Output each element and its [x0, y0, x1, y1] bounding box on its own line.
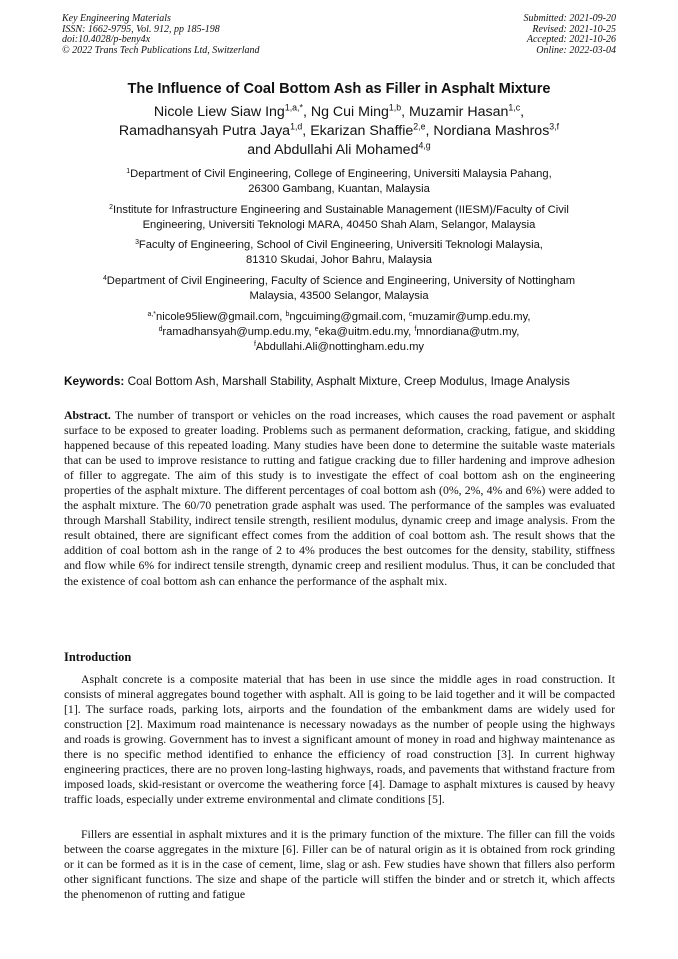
author-sup: 1,a,*: [284, 102, 303, 113]
affiliation-1: [55, 167, 623, 197]
paper-title: The Influence of Coal Bottom Ash as Filler in Asphalt Mixture: [127, 81, 551, 97]
email-sup: c: [408, 310, 413, 318]
email-sup: e: [314, 326, 319, 334]
affiliation-line: Institute for Infrastructure Engineering and Sustainable Management (IIESM)/Faculty of Civil: [113, 204, 569, 216]
affiliation-number: 3: [135, 238, 139, 246]
author-sep: ,: [425, 123, 434, 140]
author-name: Muzamir Hasan: [409, 104, 509, 120]
abstract-text: The number of transport or vehicles on the road increases, which causes the road pavement or asphalt surface to be exposed to greater loading. Problems such as permanent deformation, cracking, fatigue, and skidding happened because of this repeated loading. Many studies have been done to determine the suitable waste materials that can be used to improve resistance to rutting and fatigue cracking due to filler hardening and improve adhesion of filler to aggregate. The aim of this study is to investigate the effect of coal bottom ash on the engineering properties of the asphalt mixture. The different percentages of coal bottom ash (0%, 2%, 4% and 6%) were added to the asphalt mixture. The 60/70 penetration grade asphalt was used. The performance of the samples was evaluated through Marshall Stability, indirect tensile strength, resilient modulus, dynamic creep and image analysis. From the result obtained, there are significant effect comes from the addition of coal bottom ash. The result shows that the addition of coal bottom ash in the range of 2 to 4% produces the best outcomes for the density, stability, stiffness and flow while 6% for indirect tensile strength, dynamic creep and resilient modulus. Thus, it can be concluded that the existence of coal bottom ash can enhance the performance of the asphalt mix.: [64, 408, 615, 588]
author-name: Nordiana Mashros: [433, 123, 550, 140]
abstract-label: Abstract.: [64, 408, 111, 422]
keywords-text: Coal Bottom Ash, Marshall Stability, Asphalt Mixture, Creep Modulus, Image Analysis: [124, 374, 570, 388]
author-sep: ,: [302, 104, 311, 120]
affiliation-number: 4: [102, 274, 107, 282]
email-address[interactable]: mnordiana@utm.my,: [416, 326, 520, 339]
affiliation-3: [55, 238, 623, 268]
author-name: Nicole Liew Siaw Ing: [153, 104, 285, 120]
author-sep: ,: [302, 123, 311, 140]
issn-line: ISSN: 1662-9795, Vol. 912, pp 185-198: [62, 23, 220, 35]
intro-paragraph-2: Fillers are essential in asphalt mixtures and it is the primary function of the mixture. The filler can fill the voids between the coarse aggregates in the mixture [6]. Filler can be of natural origin as it is obtained from rock grinding or it can be formed as it is in the case of cement, lime, slag or ash. Few studies have shown that fillers also perform other significant functions. The size and shape of the particle will stiffen the binder and or stretch it, which affects the phenomenon of rutting and fatigue: [64, 827, 615, 902]
keywords-label: Keywords:: [64, 374, 125, 388]
affiliation-line: 81310 Skudai, Johor Bahru, Malaysia: [246, 254, 432, 267]
affiliation-line: Department of Civil Engineering, College of Engineering, Universiti Malaysia Pahang,: [130, 168, 552, 180]
copyright-line: © 2022 Trans Tech Publications Ltd, Switzerland: [62, 44, 260, 56]
affiliation-line: Malaysia, 43500 Selangor, Malaysia: [249, 290, 429, 303]
author-sup: 1,d: [290, 121, 303, 132]
affiliation-4: [55, 274, 623, 304]
email-address[interactable]: ngcuiming@gmail.com,: [289, 311, 409, 323]
journal-name: Key Engineering Materials: [62, 13, 171, 24]
affiliation-line: Department of Civil Engineering, Faculty of Science and Engineering, University of Nottingham: [106, 275, 576, 287]
affiliation-number: 2: [109, 203, 114, 211]
affiliation-line: Faculty of Engineering, School of Civil Engineering, Universiti Teknologi Malaysia,: [138, 239, 543, 251]
author-sep: ,: [401, 104, 410, 120]
affiliation-line: Engineering, Universiti Teknologi MARA, 40450 Shah Alam, Selangor, Malaysia: [142, 219, 536, 232]
doi-line: doi:10.4028/p-beny4x: [62, 34, 151, 46]
abstract: [64, 408, 615, 589]
submitted-date: Submitted: 2021-09-20: [523, 13, 616, 24]
author-sep: ,: [520, 104, 525, 120]
intro-paragraph-1: Asphalt concrete is a composite material that has been in use since the middle ages in road construction. It consists of mineral aggregates bound together with asphalt. All is going to be laid together and it will be compacted [1]. The surface roads, parking lots, airports and the foundation of the embankment dams are widely used for construction [2]. Maximum road maintenance is necessary nowadays as the number of people using the highways and roads is growing. Government has to invest a significant amount of money in road and highway maintenance as there is no specific method identified to enhance the efficiency of road construction [3]. In current highway engineering practices, there are no proven long-lasting highways, roads, and pavements that withstand fracture from imposed loads, skid-resistant or overcome the weathering force [4]. Damage to asphalt mixtures is caused by heavy traffic loads, especially under extreme environmental and climate conditions [5].: [64, 672, 615, 807]
author-list: [50, 103, 628, 161]
keywords: [64, 374, 616, 389]
section-heading-introduction: Introduction: [64, 650, 132, 664]
author-name: Ramadhansyah Putra Jaya: [118, 123, 291, 140]
email-list: [55, 310, 623, 356]
email-address[interactable]: eka@uitm.edu.my,: [318, 326, 415, 339]
author-sup: 2,e: [413, 121, 426, 132]
affiliation-2: [55, 203, 623, 233]
online-date: Online: 2022-03-04: [536, 44, 616, 56]
email-address[interactable]: muzamir@ump.edu.my,: [412, 311, 531, 323]
email-sup: d: [158, 326, 163, 334]
author-sup: 3,f: [549, 121, 560, 132]
author-sup: 1,c: [508, 102, 521, 113]
author-name: and Abdullahi Ali Mohamed: [247, 142, 419, 159]
email-sup: f: [253, 341, 256, 349]
email-sup: b: [285, 310, 290, 318]
email-address[interactable]: Abdullahi.Ali@nottingham.edu.my: [255, 341, 424, 354]
author-sup: 1,b: [388, 102, 402, 113]
affiliation-number: 1: [126, 167, 131, 175]
author-sup: 4,g: [418, 141, 431, 152]
email-address[interactable]: nicole95liew@gmail.com,: [156, 311, 286, 323]
revised-date: Revised: 2021-10-25: [532, 23, 616, 35]
author-name: Ng Cui Ming: [310, 104, 389, 120]
accepted-date: Accepted: 2021-10-26: [526, 34, 616, 46]
journal-header: [62, 14, 260, 56]
email-sup: f: [414, 326, 417, 334]
affiliation-line: 26300 Gambang, Kuantan, Malaysia: [248, 183, 430, 196]
email-sup: a,*: [147, 310, 157, 318]
author-name: Ekarizan Shaffie: [310, 123, 414, 140]
email-address[interactable]: ramadhansyah@ump.edu.my,: [162, 326, 315, 339]
dates-header: [524, 14, 617, 56]
